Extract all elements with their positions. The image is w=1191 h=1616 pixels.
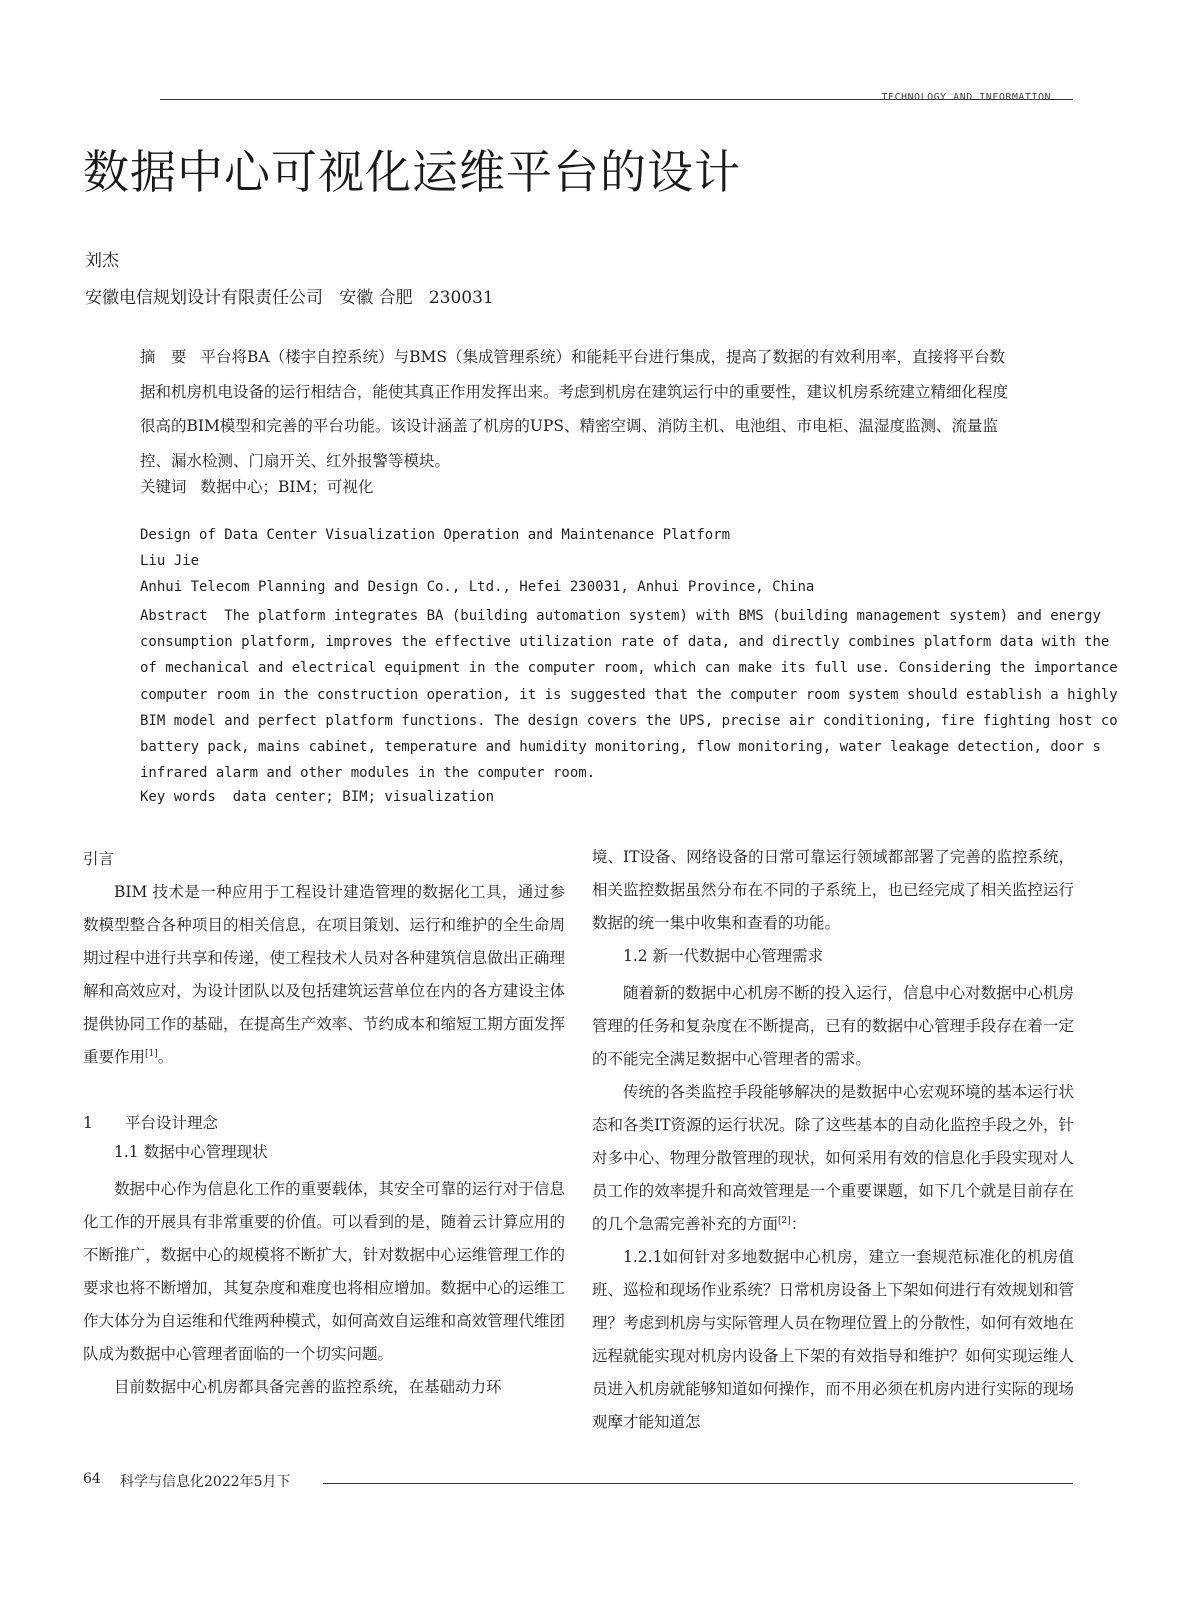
paragraph-1-2-a: 随着新的数据中心机房不断的投入运行，信息中心对数据中心机房管理的任务和复杂度在不断提高，已有的数据中心管理手段存在着一定的不能完全满足数据中心管理者的需求。	[592, 984, 1074, 1068]
section-1-title: 平台设计理念	[125, 1114, 219, 1132]
keywords-text: 数据中心；BIM；可视化	[200, 478, 374, 496]
journal-section-label: TECHNOLOGY AND INFORMATION	[881, 92, 1051, 103]
english-abstract	[140, 603, 1191, 786]
english-affiliation: Anhui Telecom Planning and Design Co., Ltd., Hefei 230031, Anhui Province, China	[140, 579, 815, 595]
citation: [1]	[145, 1048, 158, 1059]
english-abstract-line: computer room in the construction operation, it is suggested that the computer room system should establish a highly	[140, 686, 1118, 703]
journal-issue: 科学与信息化2022年5月下	[120, 1474, 291, 1490]
intro-end: 。	[157, 1048, 174, 1066]
english-author: Liu Jie	[140, 553, 200, 569]
english-abstract-line: battery pack, mains cabinet, temperature and humidity monitoring, flow monitoring, water leakage detection, door s	[140, 739, 1101, 756]
paragraph-1-2-b-text: 传统的各类监控手段能够解决的是数据中心宏观环境的基本运行状态和各类IT资源的运行状况。除了这些基本的自动化监控手段之外，针对多中心、物理分散管理的现状，如何采用有效的信息化手段实现对人员工作的效率提升和高效管理是一个重要课题，如下几个就是目前存在的几个急需完善补充的方面	[592, 1083, 1074, 1233]
citation: [2]	[778, 1215, 791, 1226]
section-1-heading	[83, 1109, 565, 1137]
paragraph-continued: 境、IT设备、网络设备的日常可靠运行领域都部署了完善的监控系统，相关监控数据虽然分布在不同的子系统上，也已经完成了相关监控运行数据的统一集中收集和查看的功能。	[592, 848, 1074, 932]
english-abstract-line: consumption platform, improves the effective utilization rate of data, and directly combines platform data with the	[140, 634, 1110, 651]
chinese-keywords	[140, 475, 373, 497]
section-1-number: 1	[83, 1114, 93, 1132]
abstract-text: 平台将BA（楼宇自控系统）与BMS（集成管理系统）和能耗平台进行集成，提高了数据的有效利用率，直接将平台数据和机房机电设备的运行相结合，能使其真正作用发挥出来。考虑到机房在建筑运行中的重要性，建议机房系统建立精细化程度很高的BIM模型和完善的平台功能。该设计涵盖了机房的UPS、精密空调、消防主机、电池组、市电柜、温湿度监测、流量监控、漏水检测、门扇开关、红外报警等模块。	[140, 348, 1009, 470]
english-abstract-line: of mechanical and electrical equipment in the computer room, which can make its full use. Considering the importance	[140, 660, 1118, 677]
paragraph-1-2-1: 1.2.1如何针对多地数据中心机房，建立一套规范标准化的机房值班、巡检和现场作业系统？日常机房设备上下架如何进行有效规划和管理？考虑到机房与实际管理人员在物理位置上的分散性，如何有效地在远程就能实现对机房内设备上下架的有效指导和维护？如何实现运维人员进入机房就能够知道如何操作，而不用必须在机房内进行实际的现场观摩才能知道怎	[592, 1248, 1074, 1431]
page-number: 64	[83, 1471, 101, 1487]
english-abstract-line: infrared alarm and other modules in the computer room.	[140, 765, 596, 782]
paragraph-1-2-b	[592, 1076, 1074, 1241]
section-1-1-heading: 1.1 数据中心管理现状	[114, 1143, 268, 1161]
body-left-column	[83, 843, 565, 1404]
intro-text: BIM 技术是一种应用于工程设计建造管理的数据化工具，通过参数模型整合各种项目的相关信息，在项目策划、运行和维护的全生命周期过程中进行共享和传递，使工程技术人员对各种建筑信息做出正确理解和高效应对，为设计团队以及包括建筑运营单位在内的各方建设主体提供协同工作的基础，在提高生产效率、节约成本和缩短工期方面发挥重要作用	[83, 883, 565, 1066]
intro-paragraph	[83, 876, 565, 1074]
english-keywords: Key words data center; BIM; visualization	[140, 789, 495, 805]
paragraph-1-2-b-end: ：	[790, 1215, 807, 1233]
article-title: 数据中心可视化运维平台的设计	[83, 145, 741, 199]
body-right-column	[592, 841, 1074, 1439]
author-name: 刘杰	[85, 251, 119, 271]
english-title: Design of Data Center Visualization Operation and Maintenance Platform	[140, 527, 731, 543]
chinese-abstract	[140, 340, 1020, 478]
spacer	[83, 1074, 565, 1107]
author-affiliation: 安徽电信规划设计有限责任公司 安徽 合肥 230031	[85, 288, 494, 308]
intro-heading: 引言	[83, 850, 115, 868]
english-abstract-line: Abstract The platform integrates BA (building automation system) with BMS (building management system) and energy	[140, 608, 1101, 624]
english-abstract-line: BIM model and perfect platform functions. The design covers the UPS, precise air conditioning, fire fighting host co	[140, 712, 1118, 729]
abstract-label: 摘 要	[140, 348, 187, 366]
paragraph-1-1-a: 数据中心作为信息化工作的重要载体，其安全可靠的运行对于信息化工作的开展具有非常重要的价值。可以看到的是，随着云计算应用的不断推广，数据中心的规模将不断扩大，针对数据中心运维管理工作的要求也将不断增加，其复杂度和难度也将相应增加。数据中心的运维工作大体分为自运维和代维两种模式，如何高效自运维和高效管理代维团队成为数据中心管理者面临的一个切实问题。	[83, 1180, 565, 1363]
footer-rule	[323, 1483, 1073, 1484]
paragraph-1-1-b: 目前数据中心机房都具备完善的监控系统，在基础动力环	[114, 1378, 502, 1396]
section-1-2-heading: 1.2 新一代数据中心管理需求	[623, 947, 824, 965]
keywords-label: 关键词	[140, 478, 187, 496]
